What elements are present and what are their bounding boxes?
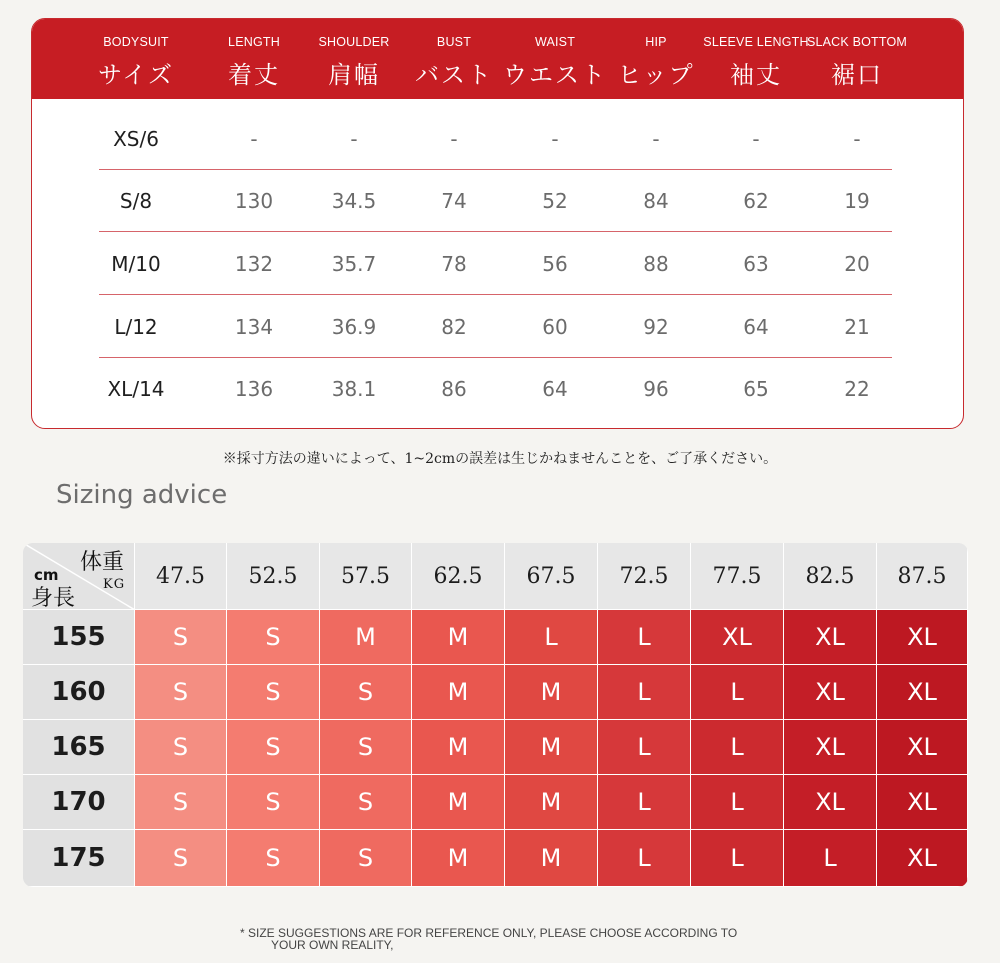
measurement-value: - (752, 127, 760, 151)
footnote-line-2: YOUR OWN REALITY, (271, 938, 394, 952)
measurement-value: 64 (743, 315, 769, 339)
recommended-size-cell: XL (877, 665, 968, 720)
column-header-jp: 袖丈 (730, 61, 782, 89)
recommended-size-cell: XL (784, 665, 877, 720)
height-unit: cm (34, 566, 59, 584)
size-label: M/10 (111, 252, 161, 276)
sizing-advice-title: Sizing advice (56, 480, 228, 510)
recommended-size-cell: XL (784, 775, 877, 830)
weight-header: 82.5 (784, 543, 877, 610)
recommended-size-cell: L (691, 720, 784, 775)
measurement-value: 134 (234, 315, 274, 339)
recommended-size-cell: S (320, 830, 412, 887)
measurement-value: 96 (643, 377, 669, 401)
recommended-size-cell: XL (877, 830, 968, 887)
measurement-value: 21 (844, 315, 870, 339)
height-header: 165 (23, 720, 135, 775)
measurement-value: 34.5 (331, 189, 377, 213)
size-label: XL/14 (107, 377, 165, 401)
recommended-size-cell: M (412, 610, 505, 665)
recommended-size-cell: L (598, 720, 691, 775)
height-header: 155 (23, 610, 135, 665)
recommended-size-cell: S (135, 775, 227, 830)
column-header-jp: ヒップ (617, 61, 695, 89)
measurement-value: 74 (441, 189, 467, 213)
measurement-value: 132 (234, 252, 274, 276)
weight-label: 体重 (80, 550, 125, 575)
sizing-advice-table (23, 543, 968, 887)
weight-header: 77.5 (691, 543, 784, 610)
recommended-size-cell: XL (784, 720, 877, 775)
column-header-en: SHOULDER (318, 35, 390, 49)
footnote-line-1: * SIZE SUGGESTIONS ARE FOR REFERENCE ONLY, PLEASE CHOOSE ACCORDING TO (240, 926, 738, 940)
measurement-value: - (450, 127, 458, 151)
measurement-value: 130 (234, 189, 274, 213)
weight-header: 72.5 (598, 543, 691, 610)
size-row (99, 170, 892, 232)
recommended-size-cell: L (598, 830, 691, 887)
recommended-size-cell: M (505, 720, 598, 775)
column-header-en: SLACK BOTTOM (806, 35, 908, 49)
recommended-size-cell: L (598, 775, 691, 830)
height-header: 175 (23, 830, 135, 887)
recommended-size-cell: S (320, 720, 412, 775)
column-header-en: BUST (436, 35, 472, 49)
size-row (99, 358, 892, 420)
recommended-size-cell: S (135, 665, 227, 720)
recommended-size-cell: L (691, 830, 784, 887)
measurement-value: 84 (643, 189, 669, 213)
recommended-size-cell: S (135, 720, 227, 775)
measurement-value: - (853, 127, 861, 151)
recommended-size-cell: M (505, 830, 598, 887)
recommended-size-cell: L (691, 775, 784, 830)
recommended-size-cell: XL (877, 720, 968, 775)
recommended-size-cell: S (135, 830, 227, 887)
weight-unit: KG (103, 577, 126, 592)
size-row (99, 296, 892, 358)
measurement-value: - (250, 127, 258, 151)
measurement-value: 35.7 (331, 252, 377, 276)
recommended-size-cell: M (412, 775, 505, 830)
recommended-size-cell: M (412, 665, 505, 720)
weight-header: 87.5 (877, 543, 968, 610)
row-divider (99, 294, 892, 295)
recommended-size-cell: S (227, 830, 320, 887)
recommended-size-cell: L (598, 665, 691, 720)
recommended-size-cell: XL (784, 610, 877, 665)
column-header-en: WAIST (534, 35, 576, 49)
measurement-value: 36.9 (331, 315, 377, 339)
table-corner-header (23, 543, 135, 610)
column-header-jp: 肩幅 (328, 61, 380, 89)
size-suggestion-footnote (240, 927, 800, 951)
column-header-en: SLEEVE LENGTH (703, 35, 809, 49)
recommended-size-cell: M (505, 775, 598, 830)
measurement-value: 56 (542, 252, 568, 276)
measurement-value: 22 (844, 377, 870, 401)
height-header: 160 (23, 665, 135, 720)
measurement-value: 20 (844, 252, 870, 276)
column-header-jp: バスト (415, 61, 493, 89)
recommended-size-cell: S (320, 665, 412, 720)
recommended-size-cell: M (412, 830, 505, 887)
recommended-size-cell: L (784, 830, 877, 887)
measurement-value: - (551, 127, 559, 151)
size-chart-card (31, 18, 964, 429)
recommended-size-cell: L (505, 610, 598, 665)
weight-header: 52.5 (227, 543, 320, 610)
weight-header: 67.5 (505, 543, 598, 610)
recommended-size-cell: S (227, 720, 320, 775)
weight-header: 57.5 (320, 543, 412, 610)
measurement-value: 82 (441, 315, 467, 339)
recommended-size-cell: S (320, 775, 412, 830)
weight-header: 47.5 (135, 543, 227, 610)
measurement-value: 86 (441, 377, 467, 401)
column-header-en: LENGTH (228, 35, 280, 49)
measurement-value: 78 (441, 252, 467, 276)
recommended-size-cell: XL (691, 610, 784, 665)
measurement-value: 63 (743, 252, 769, 276)
column-header-jp: 着丈 (228, 61, 280, 89)
row-divider (99, 231, 892, 232)
measurement-value: 19 (844, 189, 870, 213)
measurement-note: ※採寸方法の違いによって、1~2cmの誤差は生じかねませんことを、ご了承ください。 (222, 451, 778, 467)
column-header-jp: サイズ (97, 61, 175, 89)
measurement-value: 65 (743, 377, 769, 401)
recommended-size-cell: S (135, 610, 227, 665)
measurement-value: 64 (542, 377, 568, 401)
measurement-value: 92 (643, 315, 669, 339)
column-header-en: HIP (645, 35, 667, 49)
recommended-size-cell: M (320, 610, 412, 665)
measurement-value: 88 (643, 252, 669, 276)
size-label: L/12 (114, 315, 158, 339)
recommended-size-cell: L (598, 610, 691, 665)
measurement-value: 52 (542, 189, 568, 213)
height-label: 身長 (31, 586, 76, 610)
size-row (99, 233, 892, 295)
recommended-size-cell: M (505, 665, 598, 720)
size-label: S/8 (119, 189, 153, 213)
measurement-value: 62 (743, 189, 769, 213)
column-header-jp: 裾口 (831, 61, 883, 89)
recommended-size-cell: S (227, 775, 320, 830)
measurement-value: 136 (234, 377, 274, 401)
recommended-size-cell: L (691, 665, 784, 720)
size-row (99, 108, 892, 170)
measurement-value: 60 (542, 315, 568, 339)
recommended-size-cell: XL (877, 775, 968, 830)
size-chart-header (32, 19, 963, 99)
size-label: XS/6 (113, 127, 159, 151)
column-header-en: BODYSUIT (103, 35, 169, 49)
weight-header: 62.5 (412, 543, 505, 610)
recommended-size-cell: XL (877, 610, 968, 665)
measurement-value: - (350, 127, 358, 151)
recommended-size-cell: S (227, 610, 320, 665)
measurement-value: - (652, 127, 660, 151)
recommended-size-cell: S (227, 665, 320, 720)
measurement-value: 38.1 (331, 377, 377, 401)
height-header: 170 (23, 775, 135, 830)
column-header-jp: ウエスト (503, 61, 607, 89)
recommended-size-cell: M (412, 720, 505, 775)
